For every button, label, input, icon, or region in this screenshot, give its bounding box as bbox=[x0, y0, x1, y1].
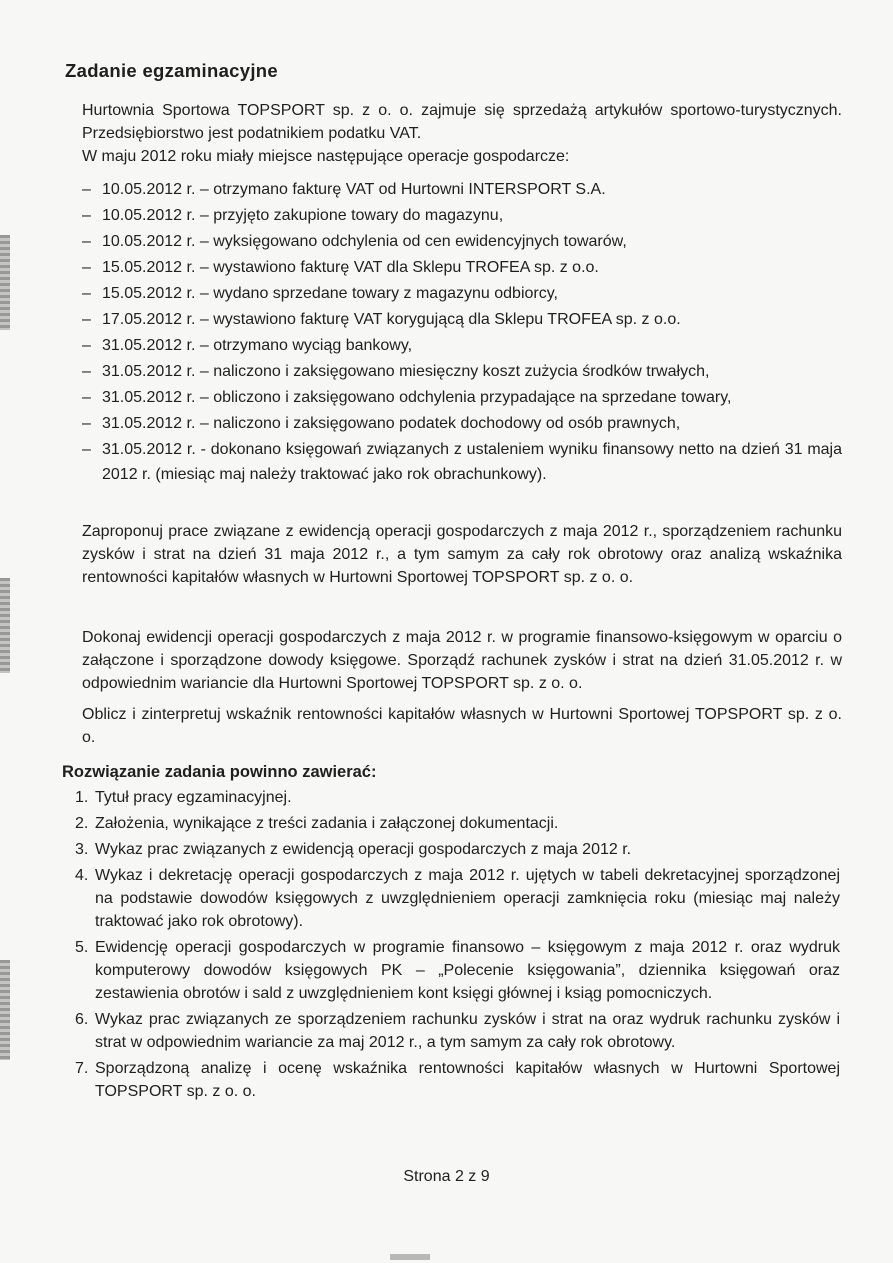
requirement-text: Tytuł pracy egzaminacyjnej. bbox=[95, 789, 292, 806]
operation-item: – 10.05.2012 r. – wyksięgowano odchylenia od cen ewidencyjnych towarów, bbox=[82, 229, 842, 255]
requirement-text: Wykaz prac związanych z ewidencją operacji gospodarczych z maja 2012 r. bbox=[95, 841, 632, 858]
requirement-number: 1. bbox=[75, 789, 89, 806]
scan-artifact bbox=[390, 1254, 430, 1260]
task-text: Oblicz i zinterpretuj wskaźnik rentowności kapitałów własnych w Hurtowni Sportowej TOPSPORT sp. z o. o. bbox=[82, 706, 842, 746]
scan-artifact bbox=[0, 235, 10, 330]
requirement-text: Wykaz prac związanych ze sporządzeniem rachunku zysków i strat na oraz wydruk rachunku zysków i strat w odpowiednim wariancie za maj 2012 r., a tym samym za cały rok obrotowy. bbox=[95, 1011, 840, 1051]
operation-item: – 31.05.2012 r. – otrzymano wyciąg bankowy, bbox=[82, 333, 842, 359]
operation-item: – 31.05.2012 r. – naliczono i zaksięgowano miesięczny koszt zużycia środków trwałych, bbox=[82, 359, 842, 385]
requirement-item bbox=[75, 786, 840, 809]
requirement-number: 3. bbox=[75, 841, 89, 858]
operations-list bbox=[82, 177, 842, 487]
operation-item: – 10.05.2012 r. – otrzymano fakturę VAT od Hurtowni INTERSPORT S.A. bbox=[82, 177, 842, 203]
intro-text: Hurtownia Sportowa TOPSPORT sp. z o. o. zajmuje się sprzedażą artykułów sportowo-turystycznych. Przedsiębiorstwo jest podatnikiem podatku VAT. bbox=[82, 102, 842, 142]
requirement-text: Sporządzoną analizę i ocenę wskaźnika rentowności kapitałów własnych w Hurtowni Sportowej TOPSPORT sp. z o. o. bbox=[95, 1060, 840, 1100]
requirement-number: 4. bbox=[75, 867, 89, 884]
scan-artifact bbox=[0, 960, 10, 1060]
task-paragraph bbox=[62, 520, 842, 589]
requirement-item bbox=[75, 1008, 840, 1054]
task-paragraph bbox=[62, 703, 842, 749]
scan-artifact bbox=[0, 578, 10, 673]
intro-operations-lead: W maju 2012 roku miały miejsce następujące operacje gospodarcze: bbox=[82, 148, 570, 165]
requirement-text: Wykaz i dekretację operacji gospodarczych z maja 2012 r. ujętych w tabeli dekretacyjnej sporządzonej na podstawie dowodów księgowych z uwzględnieniem operacji zamknięcia roku (miesiąc maj należy traktować jako rok obrotowy). bbox=[95, 867, 840, 930]
requirement-item bbox=[75, 936, 840, 1005]
requirement-item bbox=[75, 1057, 840, 1103]
operation-item: – 31.05.2012 r. - dokonano księgowań związanych z ustaleniem wyniku finansowy netto na dzień 31 maja 2012 r. (miesiąc maj należy traktować jako rok obrachunkowy). bbox=[82, 437, 842, 487]
requirement-item bbox=[75, 838, 840, 861]
operation-item: – 15.05.2012 r. – wydano sprzedane towary z magazynu odbiorcy, bbox=[82, 281, 842, 307]
page-number: Strona 2 z 9 bbox=[403, 1168, 490, 1185]
task-text: Dokonaj ewidencji operacji gospodarczych z maja 2012 r. w programie finansowo-księgowym w oparciu o załączone i sporządzone dowody księgowe. Sporządź rachunek zysków i strat na dzień 31.05.2012 r. w odpowiednim wariancie dla Hurtowni Sportowej TOPSPORT sp. z o. o. bbox=[82, 629, 842, 692]
requirement-text: Ewidencję operacji gospodarczych w programie finansowo – księgowym z maja 2012 r. oraz wydruk komputerowy dowodów księgowych PK – „Polecenie księgowania”, dziennika księgowań oraz zestawienia obrotów i sald z uwzględnieniem kont księgi głównej i ksiąg pomocniczych. bbox=[95, 939, 840, 1002]
requirements-list bbox=[75, 786, 840, 1106]
requirement-number: 6. bbox=[75, 1011, 89, 1028]
requirement-number: 5. bbox=[75, 939, 89, 956]
operation-item: – 10.05.2012 r. – przyjęto zakupione towary do magazynu, bbox=[82, 203, 842, 229]
task-paragraph bbox=[62, 626, 842, 695]
operation-item: – 31.05.2012 r. – obliczono i zaksięgowano odchylenia przypadające na sprzedane towary, bbox=[82, 385, 842, 411]
requirement-item bbox=[75, 812, 840, 835]
requirement-number: 2. bbox=[75, 815, 89, 832]
operation-item: – 31.05.2012 r. – naliczono i zaksięgowano podatek dochodowy od osób prawnych, bbox=[82, 411, 842, 437]
intro-paragraph bbox=[62, 99, 842, 168]
requirement-item bbox=[75, 864, 840, 933]
requirement-text: Założenia, wynikające z treści zadania i załączonej dokumentacji. bbox=[95, 815, 559, 832]
operation-item: – 17.05.2012 r. – wystawiono fakturę VAT korygującą dla Sklepu TROFEA sp. z o.o. bbox=[82, 307, 842, 333]
operation-item: – 15.05.2012 r. – wystawiono fakturę VAT dla Sklepu TROFEA sp. z o.o. bbox=[82, 255, 842, 281]
task-text: Zaproponuj prace związane z ewidencją operacji gospodarczych z maja 2012 r., sporządzeniem rachunku zysków i strat na dzień 31 maja 2012 r., a tym samym za cały rok obrotowy oraz analizą wskaźnika rentowności kapitałów własnych w Hurtowni Sportowej TOPSPORT sp. z o. o. bbox=[82, 523, 842, 586]
solution-heading: Rozwiązanie zadania powinno zawierać: bbox=[62, 763, 377, 781]
requirement-number: 7. bbox=[75, 1060, 89, 1077]
page-title: Zadanie egzaminacyjne bbox=[65, 60, 278, 81]
